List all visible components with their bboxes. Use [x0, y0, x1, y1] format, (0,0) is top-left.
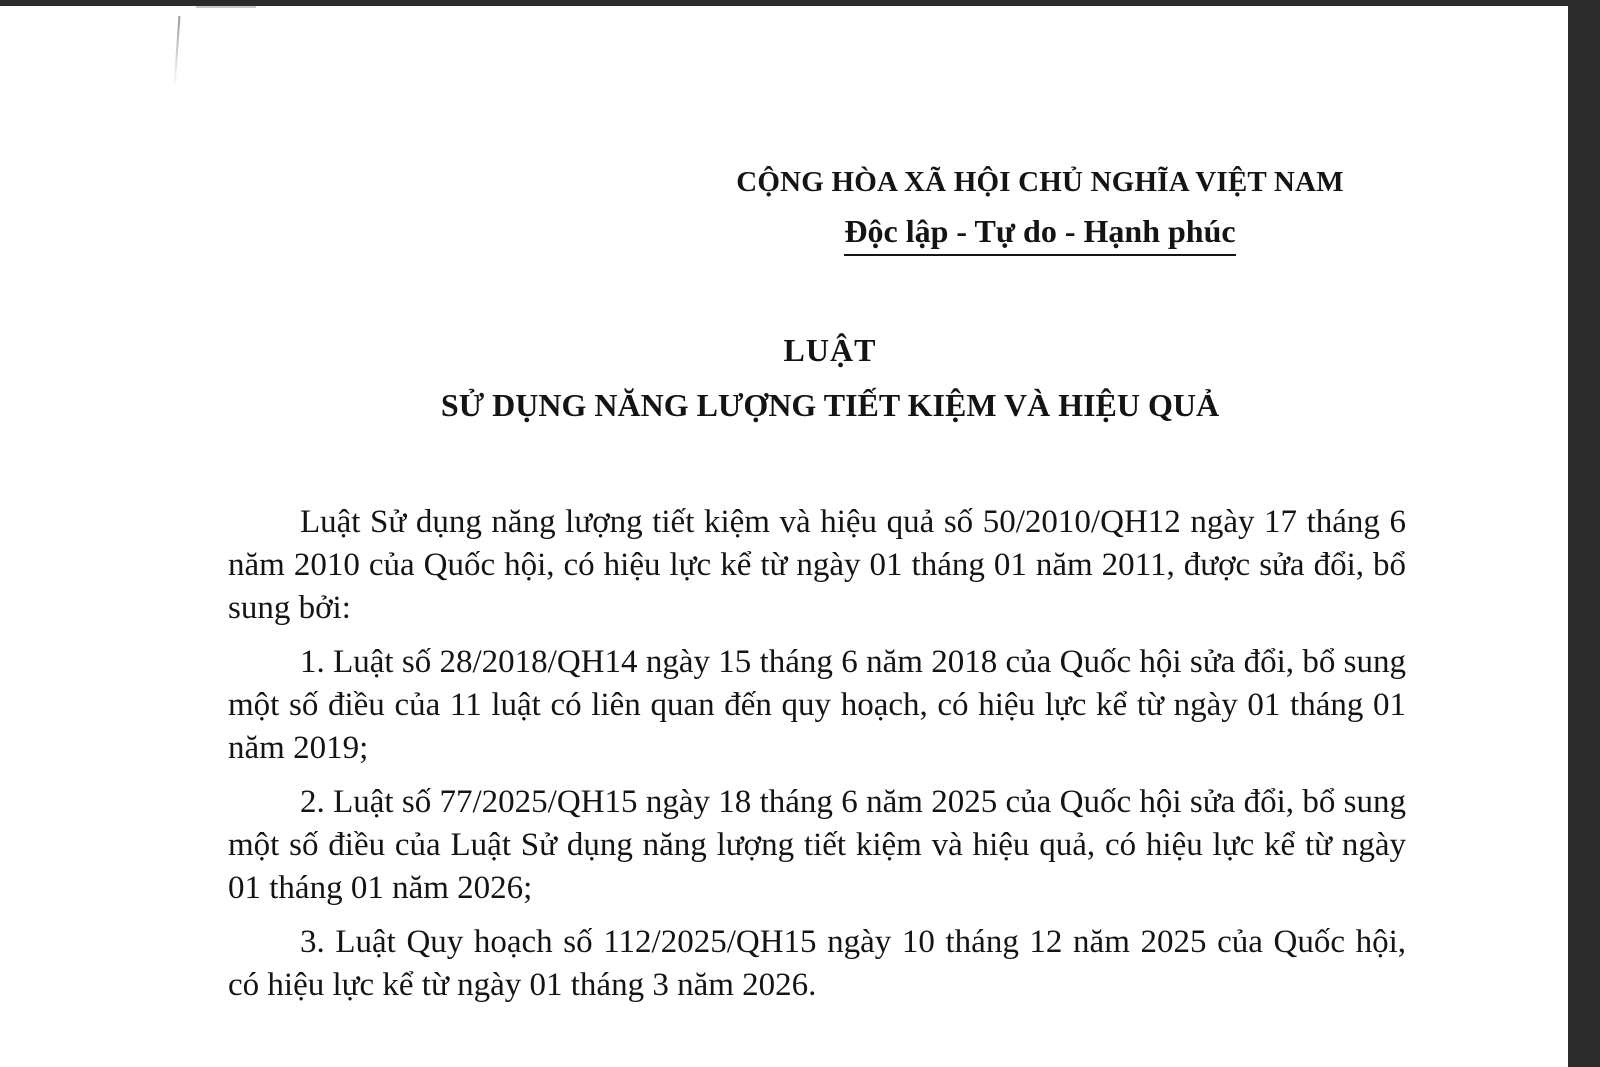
intro-paragraph: Luật Sử dụng năng lượng tiết kiệm và hiệu quả số 50/2010/QH12 ngày 17 tháng 6 năm 2010 của Quốc hội, có hiệu lực kể từ ngày 01 tháng 01 năm 2011, được sửa đổi, bổ sung bởi: — [228, 504, 1406, 626]
nation-name: CỘNG HÒA XÃ HỘI CHỦ NGHĨA VIỆT NAM — [736, 166, 1344, 198]
law-name-heading: SỬ DỤNG NĂNG LƯỢNG TIẾT KIỆM VÀ HIỆU QUẢ — [440, 387, 1220, 423]
amendment-item-2: 2. Luật số 77/2025/QH15 ngày 18 tháng 6 năm 2025 của Quốc hội sửa đổi, bổ sung một số điều của Luật Sử dụng năng lượng tiết kiệm và hiệu quả, có hiệu lực kể từ ngày 01 tháng 01 năm 2026; — [228, 784, 1406, 906]
document-page — [0, 6, 1568, 1067]
document-type-heading: LUẬT — [783, 332, 877, 368]
amendment-item-1: 1. Luật số 28/2018/QH14 ngày 15 tháng 6 năm 2018 của Quốc hội sửa đổi, bổ sung một số điều của 11 luật có liên quan đến quy hoạch, có hiệu lực kể từ ngày 01 tháng 01 năm 2019; — [228, 644, 1406, 766]
law-title — [330, 332, 1330, 424]
national-header — [690, 166, 1390, 256]
scan-artifact — [174, 16, 181, 86]
scan-artifact — [196, 6, 256, 8]
motto-container — [690, 213, 1390, 256]
document-body — [228, 501, 1406, 1018]
national-motto: Độc lập - Tự do - Hạnh phúc — [844, 213, 1235, 256]
amendment-item-3: 3. Luật Quy hoạch số 112/2025/QH15 ngày 10 tháng 12 năm 2025 của Quốc hội, có hiệu lực kể từ ngày 01 tháng 3 năm 2026. — [228, 924, 1406, 1003]
